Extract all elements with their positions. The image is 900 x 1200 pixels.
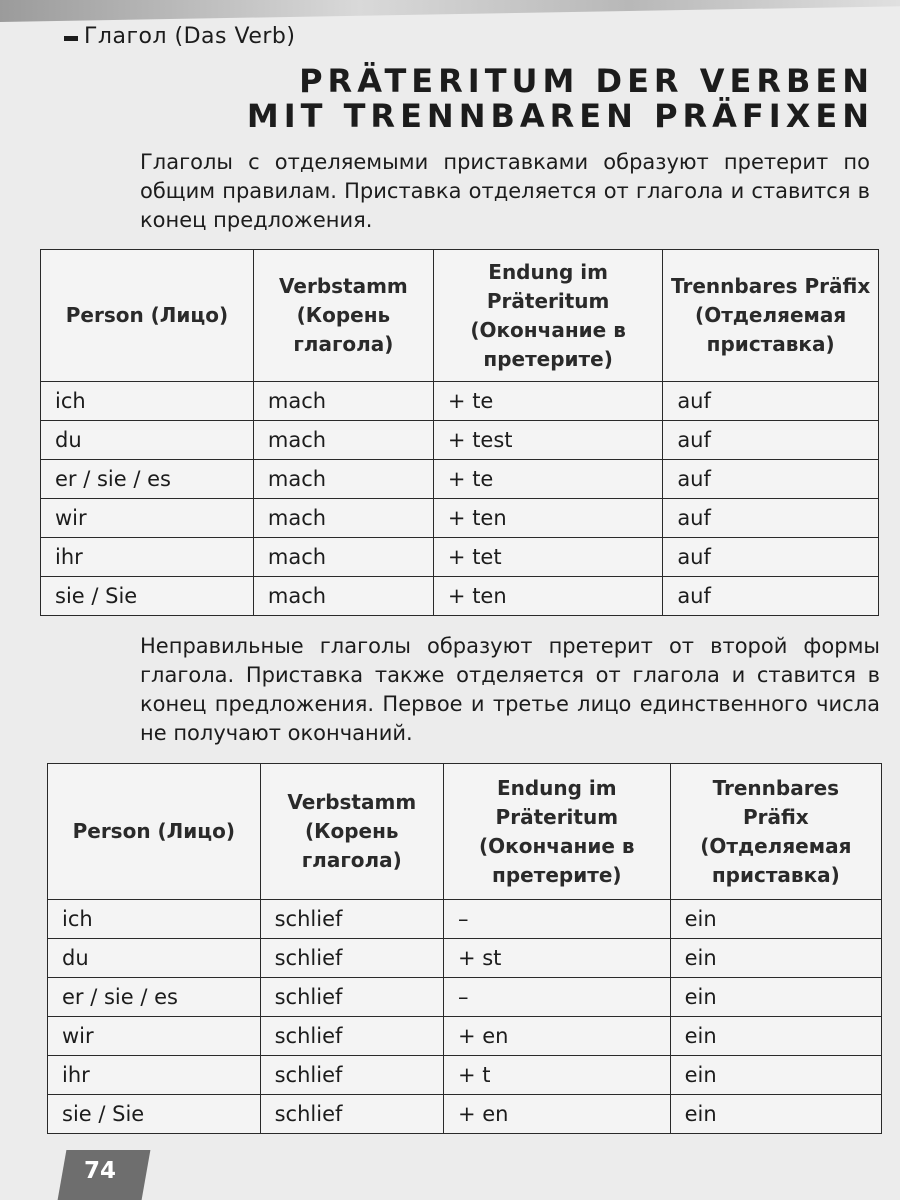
section-header: Глагол (Das Verb) — [84, 24, 296, 49]
cell-person: sie / Sie — [41, 577, 254, 616]
cell-stem: mach — [253, 577, 433, 616]
cell-stem: mach — [253, 460, 433, 499]
header-endung: Endung im Präteritum (Окончание в претерите) — [433, 250, 662, 382]
cell-ending: + te — [433, 460, 662, 499]
header-praefix: Trennbares Präfix (Отделяемая приставка) — [663, 250, 879, 382]
irregular-verbs-paragraph: Неправильные глаголы образуют претерит от второй формы глагола. Приставка также отделяется от глагола и ставится в конец предложения. Первое и третье лицо единственного числа не получают окончаний. — [140, 634, 880, 745]
cell-stem: schlief — [260, 939, 443, 978]
cell-prefix: ein — [670, 900, 881, 939]
regular-verb-table — [40, 249, 879, 616]
cell-ending: – — [443, 900, 670, 939]
table-row — [48, 1017, 882, 1056]
cell-stem: schlief — [260, 978, 443, 1017]
cell-ending: + en — [443, 1095, 670, 1134]
cell-person: wir — [48, 1017, 261, 1056]
section-marker — [64, 36, 78, 41]
cell-prefix: ein — [670, 978, 881, 1017]
header-praefix: Trennbares Präfix (Отделяемая приставка) — [670, 764, 881, 900]
cell-stem: mach — [253, 382, 433, 421]
intro-paragraph: Глаголы с отделяемыми приставками образуют претерит по общим правилам. Приставка отделяется от глагола и ставится в конец предложения. — [140, 150, 870, 232]
cell-person: ich — [48, 900, 261, 939]
table-row — [41, 538, 879, 577]
cell-person: du — [41, 421, 254, 460]
cell-stem: schlief — [260, 900, 443, 939]
cell-person: ihr — [48, 1056, 261, 1095]
cell-ending: + t — [443, 1056, 670, 1095]
table-row — [41, 421, 879, 460]
cell-prefix: ein — [670, 1017, 881, 1056]
table-header-row — [48, 764, 882, 900]
cell-person: wir — [41, 499, 254, 538]
table-row — [48, 978, 882, 1017]
header-verbstamm: Verbstamm (Корень глагола) — [253, 250, 433, 382]
cell-ending: + tet — [433, 538, 662, 577]
cell-stem: schlief — [260, 1017, 443, 1056]
page-title — [247, 64, 874, 134]
table-header-row — [41, 250, 879, 382]
cell-stem: mach — [253, 421, 433, 460]
cell-prefix: ein — [670, 1095, 881, 1134]
cell-ending: + st — [443, 939, 670, 978]
header-person: Person (Лицо) — [41, 250, 254, 382]
cell-ending: + ten — [433, 499, 662, 538]
cell-stem: mach — [253, 499, 433, 538]
header-verbstamm: Verbstamm (Корень глагола) — [260, 764, 443, 900]
cell-prefix: auf — [663, 421, 879, 460]
cell-person: er / sie / es — [48, 978, 261, 1017]
title-line-1: PRÄTERITUM DER VERBEN — [299, 62, 874, 100]
page-number: 74 — [84, 1158, 117, 1184]
table-row — [41, 577, 879, 616]
table-row — [48, 939, 882, 978]
cell-prefix: auf — [663, 499, 879, 538]
cell-person: du — [48, 939, 261, 978]
cell-ending: + ten — [433, 577, 662, 616]
cell-ending: + test — [433, 421, 662, 460]
header-endung: Endung im Präteritum (Окончание в претерите) — [443, 764, 670, 900]
cell-stem: schlief — [260, 1095, 443, 1134]
cell-person: er / sie / es — [41, 460, 254, 499]
header-person: Person (Лицо) — [48, 764, 261, 900]
cell-person: sie / Sie — [48, 1095, 261, 1134]
table-row — [41, 499, 879, 538]
irregular-verb-table — [47, 763, 882, 1134]
table-row — [48, 1095, 882, 1134]
cell-person: ihr — [41, 538, 254, 577]
table-row — [41, 382, 879, 421]
cell-ending: – — [443, 978, 670, 1017]
title-line-2: MIT TRENNBAREN PRÄFIXEN — [246, 97, 874, 135]
cell-stem: schlief — [260, 1056, 443, 1095]
cell-person: ich — [41, 382, 254, 421]
cell-prefix: ein — [670, 939, 881, 978]
cell-prefix: auf — [663, 382, 879, 421]
cell-prefix: ein — [670, 1056, 881, 1095]
table-row — [48, 1056, 882, 1095]
cell-prefix: auf — [663, 460, 879, 499]
cell-prefix: auf — [663, 538, 879, 577]
cell-ending: + en — [443, 1017, 670, 1056]
table-row — [48, 900, 882, 939]
top-decorative-band — [0, 0, 900, 22]
cell-stem: mach — [253, 538, 433, 577]
cell-ending: + te — [433, 382, 662, 421]
table-row — [41, 460, 879, 499]
cell-prefix: auf — [663, 577, 879, 616]
